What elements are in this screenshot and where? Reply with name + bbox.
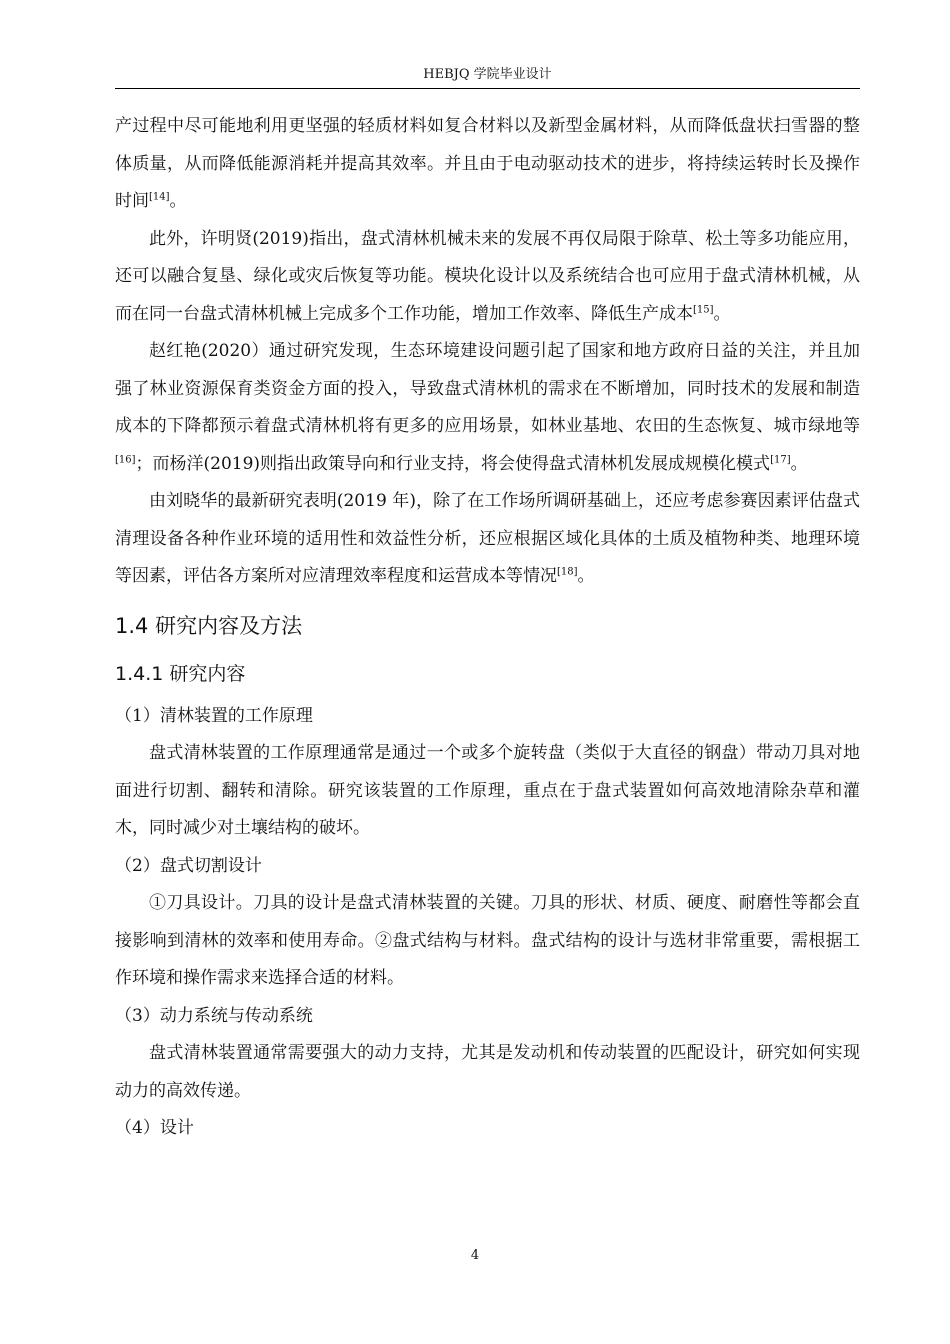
paragraph-4-text: 由刘晓华的最新研究表明(2019 年)，除了在工作场所调研基础上，还应考虑参赛因素评估盘式清理设备各种作业环境的适用性和效益性分析，还应根据区域化具体的土质及植物种类、地理环境等因素，评估各方案所对应清理效率程度和运营成本等情况 (115, 491, 860, 586)
item-1-heading: （1）清林装置的工作原理 (115, 705, 313, 726)
paragraph-2-text: 此外，许明贤(2019)指出，盘式清林机械未来的发展不再仅局限于除草、松土等多功能应用，还可以融合复垦、绿化或灾后恢复等功能。模块化设计以及系统结合也可应用于盘式清林机械，从而在同一台盘式清林机械上完成多个工作功能，增加工作效率、降低生产成本 (115, 228, 860, 324)
paragraph-1-text: 产过程中尽可能地利用更坚强的轻质材料如复合材料以及新型金属材料，从而降低盘状扫雪器的整体质量，从而降低能源消耗并提高其效率。并且由于电动驱动技术的进步，将持续运转时长及操作时间 (115, 116, 860, 211)
item-1-body: 盘式清林装置的工作原理通常是通过一个或多个旋转盘（类似于大直径的钢盘）带动刀具对地面进行切割、翻转和清除。研究该装置的工作原理，重点在于盘式装置如何高效地清除杂草和灌木，同时减少对土壤结构的破坏。 (115, 743, 860, 838)
item-4-heading: （4）设计 (115, 1118, 194, 1138)
citation-ref: [16] (115, 453, 136, 465)
item-3-heading: （3）动力系统与传动系统 (115, 1005, 313, 1026)
paragraph-4-tail: 。 (577, 566, 595, 586)
paragraph-3-mid: ；而杨洋(2019)则指出政策导向和行业支持，将会使得盘式清林机发展成规模化模式 (135, 453, 771, 474)
item-3-body: 盘式清林装置通常需要强大的动力支持，尤其是发动机和传动装置的匹配设计，研究如何实现动力的高效传递。 (115, 1043, 860, 1101)
item-2-body: ①刀具设计。刀具的设计是盘式清林装置的关键。刀具的形状、材质、硬度、耐磨性等都会直接影响到清林的效率和使用寿命。②盘式结构与材料。盘式结构的设计与选材非常重要，需根据工作环境和操作需求来选择合适的材料。 (115, 893, 860, 988)
paragraph-1 (115, 108, 860, 221)
paragraph-1-tail: 。 (169, 191, 187, 211)
page-header: HEBJQ 学院毕业设计 (115, 66, 860, 89)
page-number: 4 (470, 1248, 480, 1263)
citation-ref: [15] (693, 303, 714, 315)
paragraph-4 (115, 483, 860, 596)
paragraph-2-tail: 。 (713, 303, 731, 324)
section-heading: 1.4 研究内容及方法 (115, 613, 303, 638)
item-2-heading: （2）盘式切割设计 (115, 855, 262, 876)
paragraph-2 (115, 221, 860, 334)
paragraph-3-tail: 。 (790, 453, 808, 474)
page-content (115, 108, 860, 1148)
paragraph-3 (115, 333, 860, 483)
subsection-heading: 1.4.1 研究内容 (115, 662, 246, 685)
paragraph-3-text: 赵红艳(2020）通过研究发现，生态环境建设问题引起了国家和地方政府日益的关注，并且加强了林业资源保育类资金方面的投入，导致盘式清林机的需求在不断增加，同时技术的发展和制造成本的下降都预示着盘式清林机将有更多的应用场景，如林业基地、农田的生态恢复、城市绿地等 (115, 341, 860, 436)
citation-ref: [14] (149, 191, 170, 203)
citation-ref: [17] (770, 453, 791, 465)
citation-ref: [18] (557, 566, 578, 578)
